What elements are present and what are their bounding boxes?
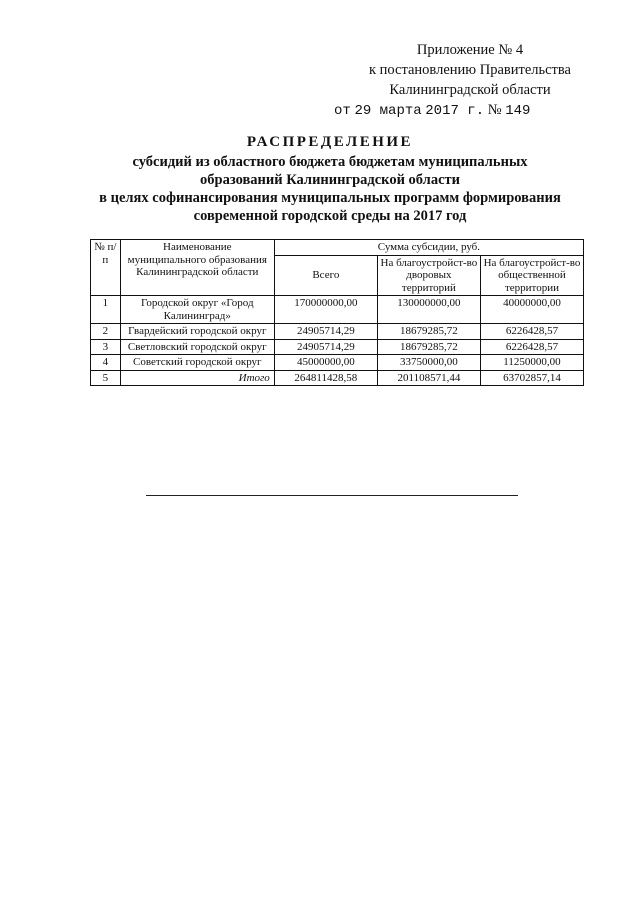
- title-heading: РАСПРЕДЕЛЕНИЕ: [246, 134, 414, 150]
- row-public: 40000000,00: [480, 296, 583, 324]
- appendix-date-line: [334, 100, 590, 121]
- appendix-line-3: Калининградской области: [389, 82, 551, 98]
- row-name: Светловский городской округ: [120, 339, 274, 355]
- row-yards: 130000000,00: [377, 296, 480, 324]
- total-num: 5: [91, 370, 121, 386]
- row-name: Гвардейский городской округ: [120, 324, 274, 340]
- title-line-1: субсидий из областного бюджета бюджетам муниципальных: [132, 154, 528, 170]
- row-num: 3: [91, 339, 121, 355]
- table-header-row: [91, 240, 584, 256]
- row-name: Городской округ «Город Калининград»: [120, 296, 274, 324]
- header-public: На благоустройст-во общественной территории: [480, 255, 583, 296]
- header-sum-group: Сумма субсидии, руб.: [274, 240, 583, 256]
- row-name: Советский городской округ: [120, 355, 274, 371]
- appendix-block: [334, 40, 590, 121]
- appendix-line-1: Приложение № 4: [416, 42, 524, 58]
- row-total: 24905714,29: [274, 339, 377, 355]
- date-year: 2017 г.: [425, 103, 485, 119]
- row-public: 11250000,00: [480, 355, 583, 371]
- row-total: 45000000,00: [274, 355, 377, 371]
- header-yards: На благоустройст-во дворовых территорий: [377, 255, 480, 296]
- header-name: Наименование муниципального образования Калининградской области: [120, 240, 274, 296]
- row-yards: 18679285,72: [377, 324, 480, 340]
- number-value: 149: [505, 103, 531, 119]
- document-title: [60, 133, 600, 225]
- table-row: [91, 296, 584, 324]
- total-label: Итого: [120, 370, 274, 386]
- row-yards: 18679285,72: [377, 339, 480, 355]
- total-sum: 264811428,58: [274, 370, 377, 386]
- table-row: [91, 339, 584, 355]
- total-yards: 201108571,44: [377, 370, 480, 386]
- row-public: 6226428,57: [480, 339, 583, 355]
- row-total: 170000000,00: [274, 296, 377, 324]
- row-num: 2: [91, 324, 121, 340]
- date-value: 29 марта: [354, 103, 422, 119]
- table-row: [91, 324, 584, 340]
- subsidies-table: [90, 239, 584, 386]
- row-yards: 33750000,00: [377, 355, 480, 371]
- date-prefix: от: [334, 103, 351, 119]
- row-num: 1: [91, 296, 121, 324]
- table-total-row: [91, 370, 584, 386]
- header-num: № п/п: [91, 240, 121, 296]
- table-row: [91, 355, 584, 371]
- title-line-2: образований Калининградской области: [200, 172, 460, 188]
- row-total: 24905714,29: [274, 324, 377, 340]
- row-num: 4: [91, 355, 121, 371]
- closing-divider-line: [146, 495, 518, 496]
- header-total: Всего: [274, 255, 377, 296]
- row-public: 6226428,57: [480, 324, 583, 340]
- title-line-3: в целях софинансирования муниципальных программ формирования: [99, 190, 561, 206]
- total-public: 63702857,14: [480, 370, 583, 386]
- title-line-4: современной городской среды на 2017 год: [193, 208, 467, 224]
- appendix-line-2: к постановлению Правительства: [369, 62, 571, 78]
- number-prefix: №: [487, 102, 502, 118]
